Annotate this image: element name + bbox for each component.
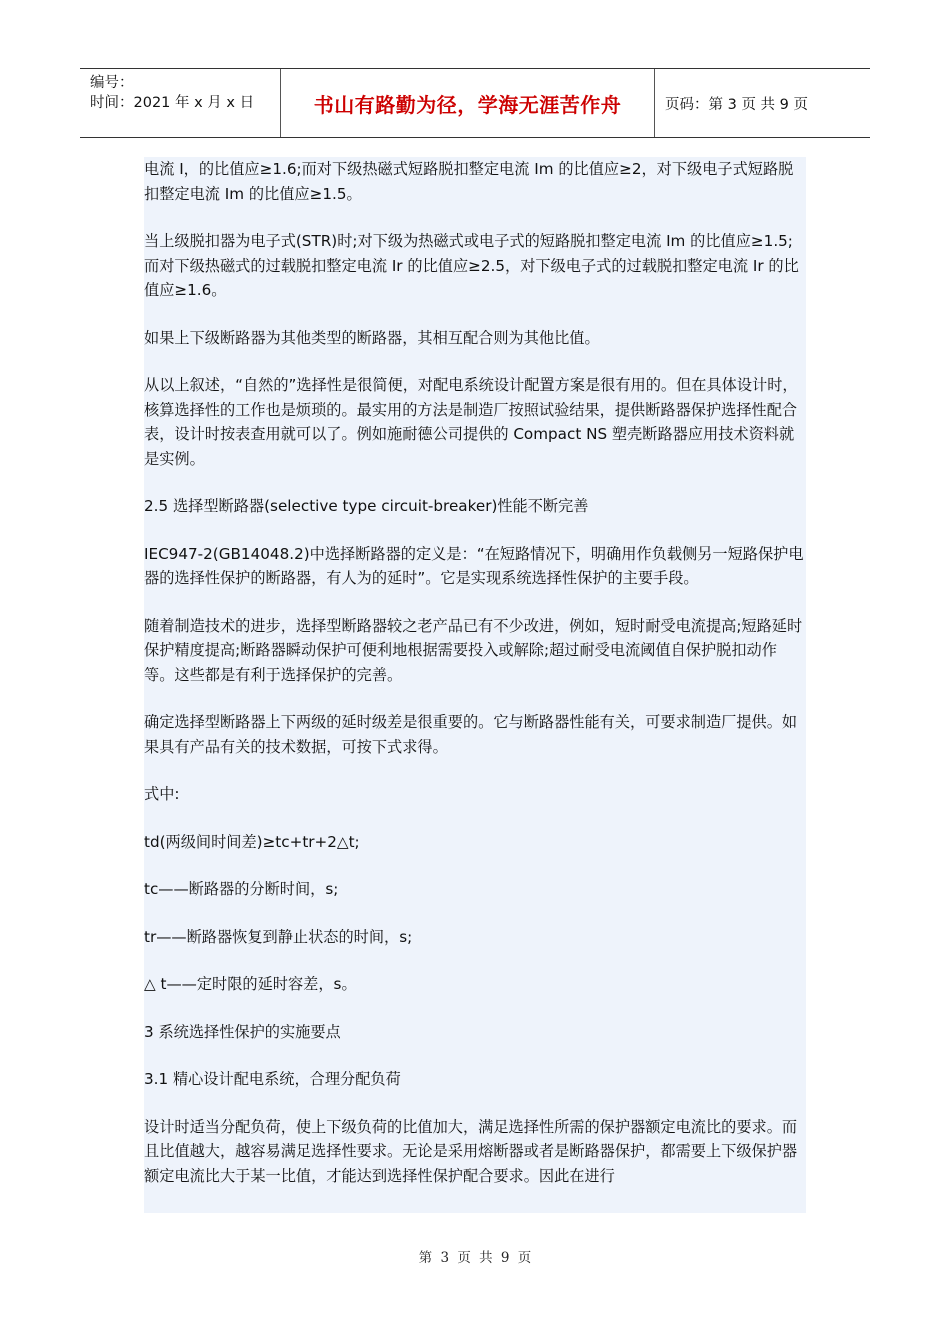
section-heading: 2.5 选择型断路器(selective type circuit-breaker)性能不断完善: [144, 497, 589, 515]
formula-definition: tr——断路器恢复到静止状态的时间，s;: [144, 927, 413, 946]
header-page-cell: [655, 69, 870, 137]
paragraph: 电流 I，的比值应≥1.6;而对下级热磁式短路脱扣整定电流 Im 的比值应≥2，对下级电子式短路脱扣整定电流 Im 的比值应≥1.5。: [144, 160, 794, 203]
header-motto-cell: [281, 69, 655, 137]
document-body: [144, 157, 806, 1213]
document-number-label: 编号：: [90, 75, 134, 91]
formula-definition: △ t——定时限的延时容差，s。: [144, 975, 357, 993]
paragraph: 随着制造技术的进步，选择型断路器较之老产品已有不少改进，例如，短时耐受电流提高;短路延时保护精度提高;断路器瞬动保护可便利地根据需要投入或解除;超过耐受电流阈值自保护脱扣动作等。这些都是有利于选择保护的完善。: [144, 616, 803, 684]
paragraph: 从以上叙述，“自然的”选择性是很简便，对配电系统设计配置方案是很有用的。但在具体设计时，核算选择性的工作也是烦琐的。最实用的方法是制造厂按照试验结果，提供断路器保护选择性配合表，设计时按表查用就可以了。例如施耐德公司提供的 Compact NS 塑壳断路器应用技术资料就是实例。: [144, 376, 798, 468]
page-header: [80, 68, 870, 138]
formula-intro: 式中:: [144, 785, 180, 803]
paragraph: 设计时适当分配负荷，使上下级负荷的比值加大，满足选择性所需的保护器额定电流比的要求。而且比值越大，越容易满足选择性要求。无论是采用熔断器或者是断路器保护，都需要上下级保护器额定电流比大于某一比值，才能达到选择性保护配合要求。因此在进行: [144, 1117, 798, 1185]
page-footer: 第 3 页 共 9 页: [418, 1250, 532, 1266]
formula-definition: tc——断路器的分断时间，s;: [144, 880, 339, 898]
header-meta-cell: [80, 69, 281, 137]
paragraph: 确定选择型断路器上下两级的延时级差是很重要的。它与断路器性能有关，可要求制造厂提供。如果具有产品有关的技术数据，可按下式求得。: [144, 713, 798, 756]
section-heading: 3 系统选择性保护的实施要点: [144, 1022, 341, 1041]
header-page-number: 页码：第 3 页 共 9 页: [665, 96, 808, 113]
paragraph: 当上级脱扣器为电子式(STR)时;对下级为热磁式或电子式的短路脱扣整定电流 Im 的比值应≥1.5;而对下级热磁式的过载脱扣整定电流 Ir 的比值应≥2.5，对下级电子式的过载脱扣整定电流 Ir 的比值应≥1.6。: [144, 232, 799, 299]
paragraph: 如果上下级断路器为其他类型的断路器，其相互配合则为其他比值。: [144, 328, 600, 347]
formula-line: td(两级间时间差)≥tc+tr+2△t;: [144, 832, 360, 851]
paragraph: IEC947-2(GB14048.2)中选择断路器的定义是：“在短路情况下，明确用作负载侧另一短路保护电器的选择性保护的断路器，有人为的延时”。它是实现系统选择性保护的主要手段。: [144, 544, 804, 587]
document-date: 时间：2021 年 x 月 x 日: [90, 95, 255, 111]
subsection-heading: 3.1 精心设计配电系统，合理分配负荷: [144, 1070, 401, 1088]
header-motto: 书山有路勤为径，学海无涯苦作舟: [313, 92, 622, 117]
